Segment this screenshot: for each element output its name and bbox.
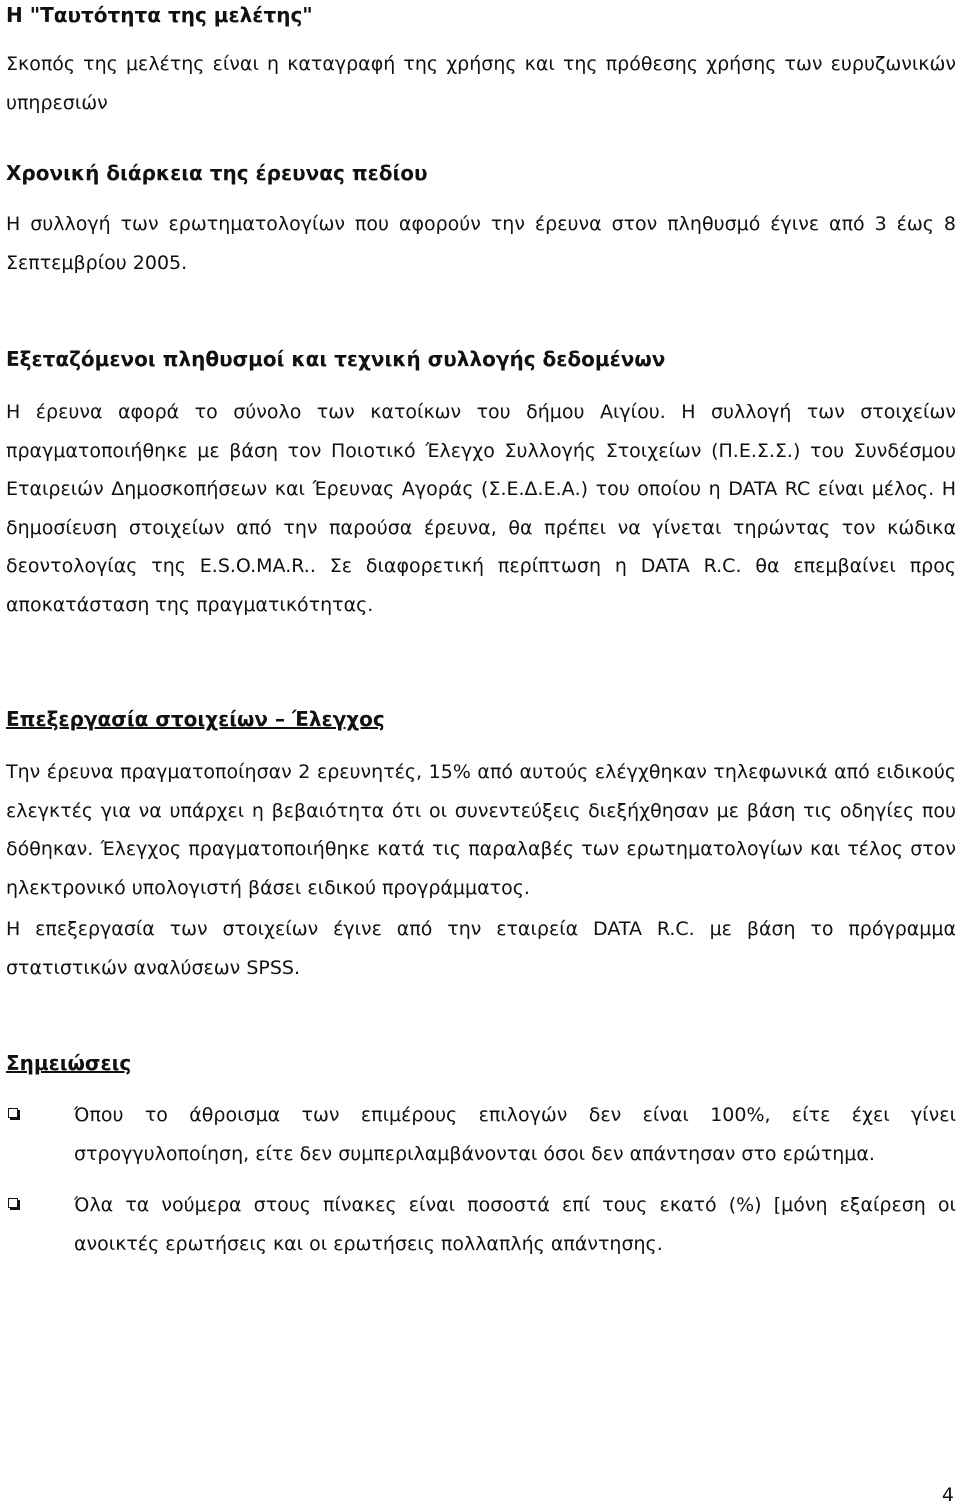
checkbox-bullet-icon xyxy=(8,1108,18,1118)
identity-heading: Η "Ταυτότητα της μελέτης" xyxy=(6,3,313,27)
checkbox-bullet-icon xyxy=(8,1198,18,1208)
processing-text-2: Η επεξεργασία των στοιχείων έγινε από την εταιρεία DATA R.C. με βάση το πρόγραμμα στατιστικών αναλύσεων SPSS. xyxy=(6,918,956,979)
note-text: Όπου το άθροισμα των επιμέρους επιλογών δεν είναι 100%, είτε έχει γίνει στρογγυλοποίηση, είτε δεν συμπεριλαμβάνονται όσοι δεν απάντησαν στο ερώτημα. xyxy=(74,1104,956,1165)
duration-text: Η συλλογή των ερωτηματολογίων που αφορούν την έρευνα στον πληθυσμό έγινε από 3 έως 8 Σεπτεμβρίου 2005. xyxy=(6,213,956,274)
processing-text-1: Την έρευνα πραγματοποίησαν 2 ερευνητές, 15% από αυτούς ελέγχθηκαν τηλεφωνικά από ειδικούς ελεγκτές για να υπάρχει η βεβαιότητα ότι οι συνεντεύξεις διεξήχθησαν με βάση τις οδηγίες που δόθηκαν. Έλεγχος πραγματοποιήθηκε κατά τις παραλαβές των ερωτηματολογίων και τέλος στον ηλεκτρονικό υπολογιστή βάσει ειδικού προγράμματος. xyxy=(6,761,956,899)
processing-heading: Επεξεργασία στοιχείων – Έλεγχος xyxy=(6,707,385,731)
note-item xyxy=(6,1096,956,1173)
populations-heading: Εξεταζόμενοι πληθυσμοί και τεχνική συλλογής δεδομένων xyxy=(6,347,666,371)
populations-text: Η έρευνα αφορά το σύνολο των κατοίκων του δήμου Αιγίου. Η συλλογή των στοιχείων πραγματοποιήθηκε με βάση τον Ποιοτικό Έλεγχο Συλλογής Στοιχείων (Π.Ε.Σ.Σ.) του Συνδέσμου Εταιρειών Δημοσκοπήσεων και Έρευνας Αγοράς (Σ.Ε.Δ.Ε.Α.) του οποίου η DATA RC είναι μέλος. Η δημοσίευση στοιχείων από την παρούσα έρευνα, θα πρέπει να γίνεται τηρώντας τον κώδικα δεοντολογίας της E.S.O.MA.R.. Σε διαφορετική περίπτωση η DATA R.C. θα επεμβαίνει προς αποκατάσταση της πραγματικότητας. xyxy=(6,401,956,616)
duration-heading: Χρονική διάρκεια της έρευνας πεδίου xyxy=(6,161,428,185)
notes-heading: Σημειώσεις xyxy=(6,1051,132,1075)
notes-list xyxy=(6,1096,956,1276)
page-number: 4 xyxy=(941,1484,954,1506)
note-item xyxy=(6,1186,956,1263)
note-text: Όλα τα νούμερα στους πίνακες είναι ποσοστά επί τους εκατό (%) [μόνη εξαίρεση οι ανοικτές ερωτήσεις και οι ερωτήσεις πολλαπλής απάντησης. xyxy=(74,1194,956,1255)
identity-text: Σκοπός της μελέτης είναι η καταγραφή της χρήσης και της πρόθεσης χρήσης των ευρυζωνικών υπηρεσιών xyxy=(6,53,956,114)
